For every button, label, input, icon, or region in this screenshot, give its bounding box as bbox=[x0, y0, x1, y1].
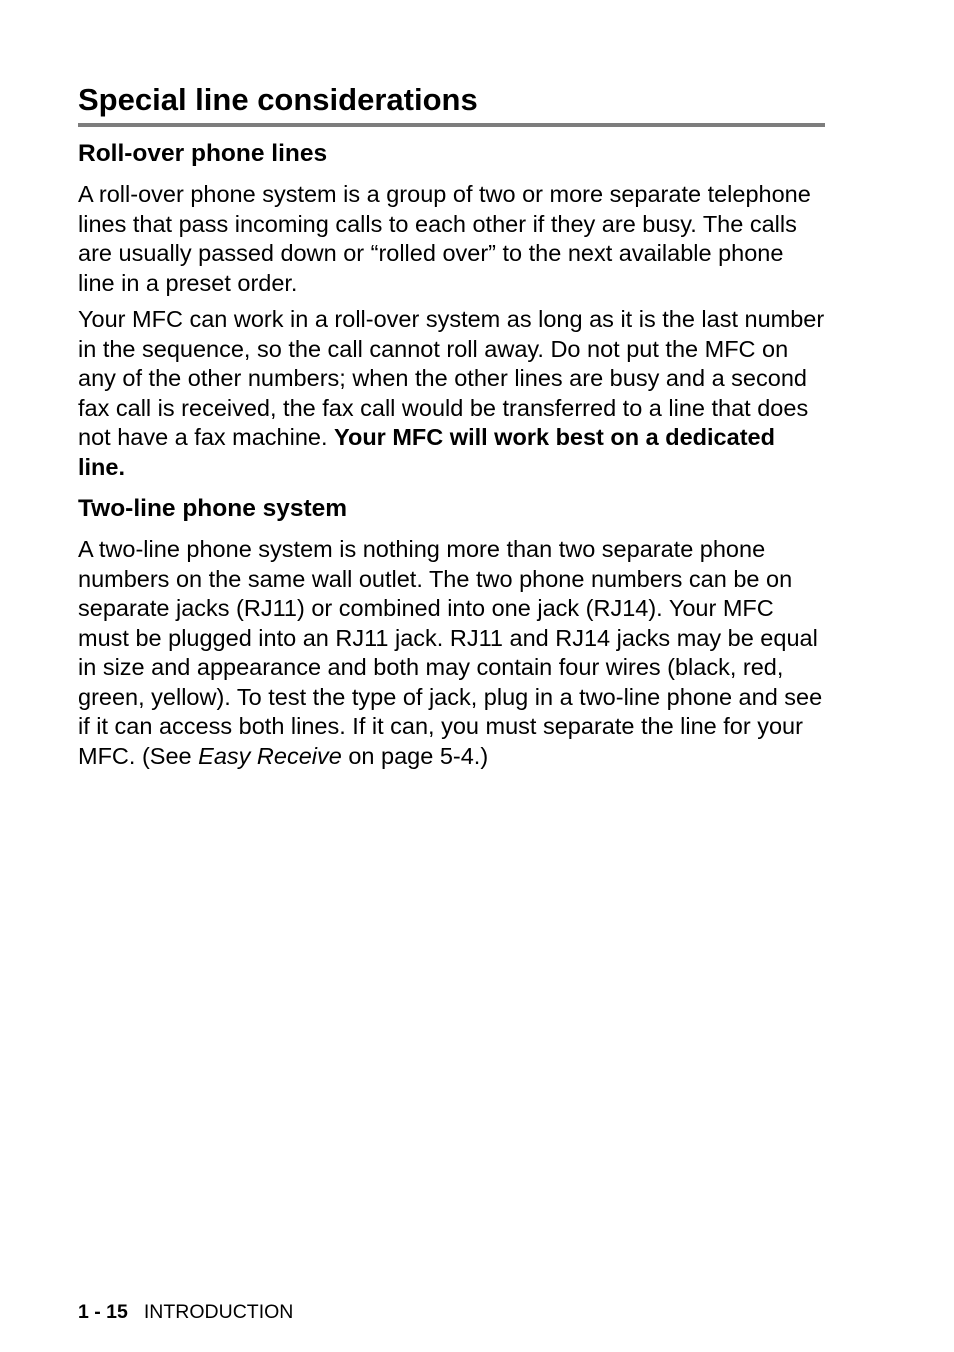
emphasis-dedicated-line: Your MFC will work best on a dedicated line. bbox=[78, 424, 775, 480]
page-title: Special line considerations bbox=[78, 82, 478, 117]
paragraph-text: Your MFC can work in a roll-over system as long as it is the last number in the sequence, so the call cannot roll away. Do not put the MFC on any of the other numbers; when the other lines are busy and a second fax call is received, the fax call would be transferred to a line that does not have a fax machine. bbox=[78, 306, 825, 450]
page-number: 1 - 15 bbox=[78, 1301, 128, 1323]
paragraph-two-line-system bbox=[78, 535, 826, 771]
title-divider bbox=[78, 123, 825, 127]
section-heading-roll-over: Roll-over phone lines bbox=[78, 140, 328, 167]
paragraph-text-end: on page 5-4.) bbox=[341, 742, 489, 769]
paragraph-roll-over-usage bbox=[78, 305, 826, 482]
paragraph-text: A two-line phone system is nothing more than two separate phone numbers on the same wall outlet. The two phone numbers can be on separate jacks (RJ11) or combined into one jack (RJ14). Your MFC must be plugged into an RJ11 jack. RJ11 and RJ14 jacks may be equal in size and appearance and both may contain four wires (black, red, green, yellow). To test the type of jack, plug in a two-line phone and see if it can access both lines. If it can, you must separate the line for your MFC. (See bbox=[78, 536, 823, 769]
section-heading-two-line: Two-line phone system bbox=[78, 495, 348, 522]
page-footer bbox=[78, 1300, 293, 1324]
chapter-name: INTRODUCTION bbox=[143, 1301, 294, 1323]
paragraph-roll-over-definition: A roll-over phone system is a group of two or more separate telephone lines that pass incoming calls to each other if they are busy. The calls are usually passed down or “rolled over” to the next available phone line in a preset order. bbox=[78, 181, 811, 296]
cross-reference-easy-receive: Easy Receive bbox=[198, 742, 342, 769]
